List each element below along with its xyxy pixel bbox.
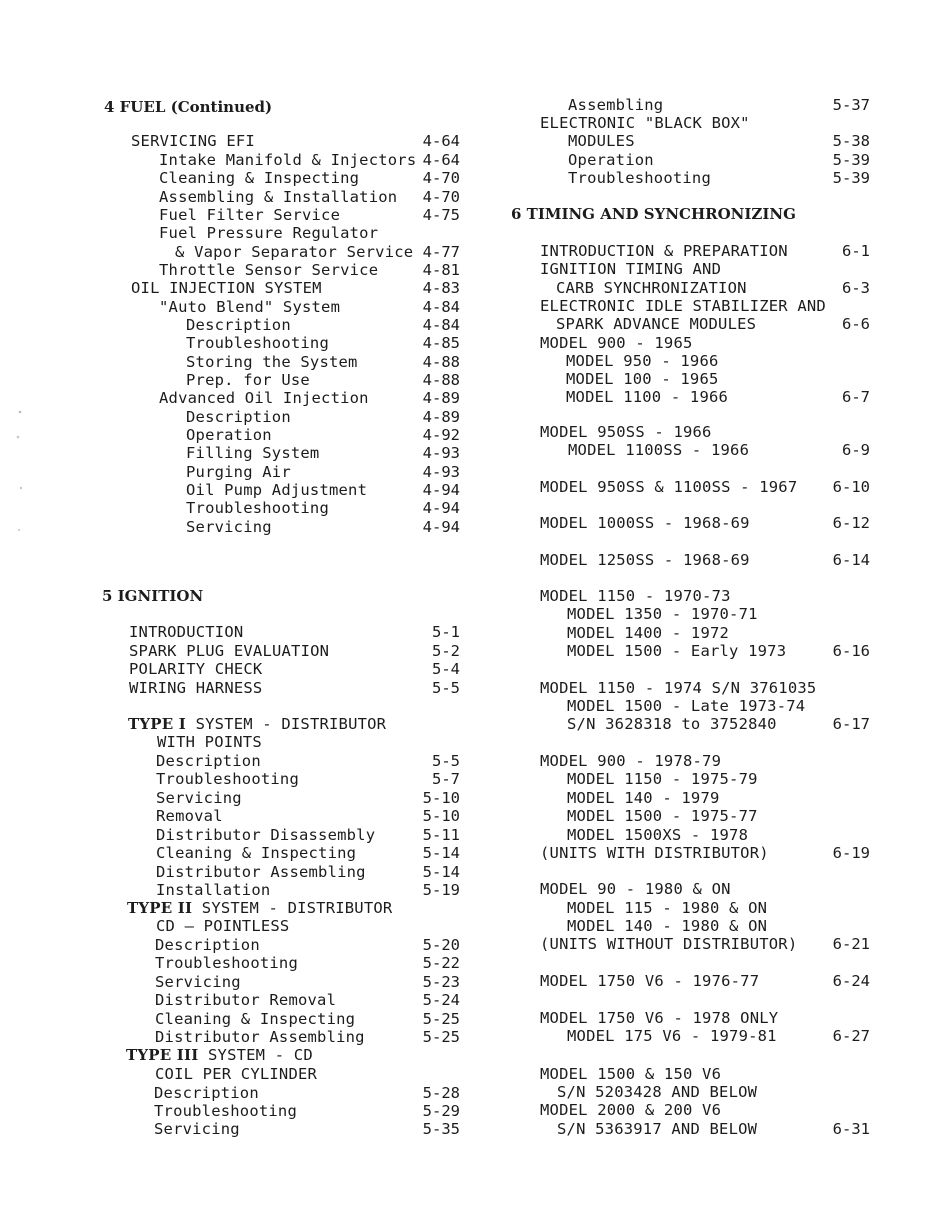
toc-page-number: 6-6 <box>842 315 870 333</box>
toc-entry: Distributor Removal <box>155 991 337 1009</box>
toc-entry: Troubleshooting <box>154 1102 297 1120</box>
section-heading-fuel: 4 FUEL (Continued) <box>104 98 273 116</box>
toc-page-number: 4-89 <box>422 408 460 426</box>
toc-entry: Servicing <box>186 518 272 536</box>
toc-entry: Installation <box>156 881 271 899</box>
toc-page-number: 4-75 <box>422 206 460 224</box>
toc-entry: MODEL 950SS & 1100SS - 1967 <box>540 478 798 496</box>
scan-speck <box>19 411 22 414</box>
toc-system-heading <box>128 715 386 733</box>
toc-entry: ELECTRONIC "BLACK BOX" <box>540 114 750 132</box>
toc-entry: MODEL 950SS - 1966 <box>540 423 712 441</box>
toc-page-number: 5-11 <box>422 826 460 844</box>
toc-entry: Advanced Oil Injection <box>159 389 369 407</box>
toc-entry: WITH POINTS <box>157 733 262 751</box>
section-heading-timing: 6 TIMING AND SYNCHRONIZING <box>511 205 796 223</box>
toc-entry: MODEL 2000 & 200 V6 <box>540 1101 722 1119</box>
toc-entry: INTRODUCTION <box>129 623 244 641</box>
toc-entry: MODEL 950 - 1966 <box>566 352 719 370</box>
toc-entry: Distributor Disassembly <box>156 826 376 844</box>
toc-entry: Storing the System <box>186 353 358 371</box>
toc-page-number: 6-19 <box>832 844 870 862</box>
toc-page-number: 6-10 <box>832 478 870 496</box>
scan-speck <box>20 487 22 489</box>
toc-page-number: 5-29 <box>422 1102 460 1120</box>
toc-entry: Distributor Assembling <box>155 1028 365 1046</box>
scan-speck <box>18 529 20 531</box>
system-type-title: SYSTEM - DISTRIBUTOR <box>186 715 387 733</box>
toc-entry: MODEL 1150 - 1974 S/N 3761035 <box>540 679 817 697</box>
system-type-title: SYSTEM - CD <box>198 1046 313 1064</box>
toc-page-number: 4-94 <box>422 499 460 517</box>
toc-entry: MODEL 140 - 1979 <box>567 789 720 807</box>
toc-entry: MODEL 1500 - Late 1973-74 <box>567 697 806 715</box>
toc-entry: Operation <box>568 151 654 169</box>
toc-page-number: 5-19 <box>422 881 460 899</box>
toc-page-number: 5-25 <box>422 1010 460 1028</box>
toc-page-number: 5-7 <box>432 770 460 788</box>
toc-page-number: 4-77 <box>422 243 460 261</box>
toc-entry: Troubleshooting <box>186 334 329 352</box>
toc-page-number: 5-38 <box>832 132 870 150</box>
system-type-label: TYPE III <box>126 1046 199 1064</box>
toc-entry: WIRING HARNESS <box>129 679 263 697</box>
toc-page-number: 6-27 <box>832 1027 870 1045</box>
toc-entry: Troubleshooting <box>186 499 329 517</box>
toc-page-number: 5-14 <box>422 844 460 862</box>
toc-entry: MODEL 1100 - 1966 <box>566 388 729 406</box>
toc-entry: MODEL 900 - 1978-79 <box>540 752 722 770</box>
toc-page-number: 4-83 <box>422 279 460 297</box>
toc-entry: Distributor Assembling <box>156 863 366 881</box>
toc-entry: MODEL 1500 - 1975-77 <box>567 807 758 825</box>
toc-page-number: 6-17 <box>832 715 870 733</box>
toc-page-number: 6-9 <box>842 441 870 459</box>
toc-page-number: 6-7 <box>842 388 870 406</box>
toc-entry: "Auto Blend" System <box>159 298 341 316</box>
toc-entry: INTRODUCTION & PREPARATION <box>540 242 788 260</box>
toc-entry: MODEL 100 - 1965 <box>566 370 719 388</box>
toc-entry: MODEL 900 - 1965 <box>540 334 693 352</box>
toc-entry: Description <box>186 316 291 334</box>
toc-entry: Description <box>156 752 261 770</box>
toc-page-number: 5-14 <box>422 863 460 881</box>
toc-page-number: 5-1 <box>432 623 460 641</box>
toc-page-number: 5-10 <box>422 807 460 825</box>
toc-page-number: 5-10 <box>422 789 460 807</box>
section-heading-ignition: 5 IGNITION <box>102 587 204 605</box>
toc-page-number: 5-23 <box>422 973 460 991</box>
toc-entry: OIL INJECTION SYSTEM <box>131 279 322 297</box>
toc-entry: Removal <box>156 807 223 825</box>
toc-entry: Description <box>155 936 260 954</box>
toc-entry: MODEL 1150 - 1975-79 <box>567 770 758 788</box>
toc-entry: S/N 5363917 AND BELOW <box>557 1120 758 1138</box>
toc-entry: CD — POINTLESS <box>156 917 290 935</box>
toc-entry: ELECTRONIC IDLE STABILIZER AND <box>540 297 826 315</box>
toc-entry: Prep. for Use <box>186 371 310 389</box>
toc-entry: MODULES <box>568 132 635 150</box>
toc-page-number: 5-28 <box>422 1084 460 1102</box>
toc-system-heading <box>127 899 392 917</box>
toc-page-number: 5-37 <box>832 96 870 114</box>
toc-page-number: 6-1 <box>842 242 870 260</box>
toc-entry: Cleaning & Inspecting <box>159 169 360 187</box>
toc-entry: Servicing <box>155 973 241 991</box>
toc-entry: MODEL 1750 V6 - 1978 ONLY <box>540 1009 779 1027</box>
toc-page-number: 5-24 <box>422 991 460 1009</box>
toc-page-number: 4-64 <box>422 132 460 150</box>
toc-entry: Throttle Sensor Service <box>159 261 379 279</box>
toc-entry: Fuel Filter Service <box>159 206 341 224</box>
toc-page-number: 5-20 <box>422 936 460 954</box>
toc-entry: S/N 5203428 AND BELOW <box>557 1083 758 1101</box>
toc-entry: & Vapor Separator Service <box>175 243 414 261</box>
toc-page-number: 6-16 <box>832 642 870 660</box>
toc-page-number: 4-94 <box>422 481 460 499</box>
toc-page-number: 4-88 <box>422 353 460 371</box>
toc-entry: MODEL 1000SS - 1968-69 <box>540 514 750 532</box>
toc-page-number: 4-89 <box>422 389 460 407</box>
toc-entry: Intake Manifold & Injectors <box>159 151 417 169</box>
toc-entry: MODEL 1400 - 1972 <box>567 624 730 642</box>
toc-page-number: 4-92 <box>422 426 460 444</box>
toc-entry: Assembling <box>568 96 664 114</box>
toc-page-number: 4-94 <box>422 518 460 536</box>
toc-entry: Assembling & Installation <box>159 188 398 206</box>
toc-entry: MODEL 1500XS - 1978 <box>567 826 749 844</box>
toc-entry: Troubleshooting <box>568 169 711 187</box>
toc-entry: SPARK ADVANCE MODULES <box>556 315 757 333</box>
toc-page-number: 6-12 <box>832 514 870 532</box>
toc-page-number: 4-84 <box>422 316 460 334</box>
toc-page-number: 5-2 <box>432 642 460 660</box>
toc-entry: Filling System <box>186 444 320 462</box>
toc-entry: S/N 3628318 to 3752840 <box>567 715 777 733</box>
toc-page-number: 4-70 <box>422 169 460 187</box>
toc-page-number: 4-70 <box>422 188 460 206</box>
toc-entry: MODEL 1350 - 1970-71 <box>567 605 758 623</box>
system-type-title: SYSTEM - DISTRIBUTOR <box>192 899 393 917</box>
toc-entry: MODEL 140 - 1980 & ON <box>567 917 768 935</box>
toc-page-number: 4-84 <box>422 298 460 316</box>
toc-entry: Servicing <box>156 789 242 807</box>
toc-entry: MODEL 115 - 1980 & ON <box>567 899 768 917</box>
toc-page-number: 5-25 <box>422 1028 460 1046</box>
toc-page-number: 4-88 <box>422 371 460 389</box>
toc-page-number: 6-31 <box>832 1120 870 1138</box>
toc-page-number: 6-24 <box>832 972 870 990</box>
toc-entry: MODEL 1750 V6 - 1976-77 <box>540 972 760 990</box>
toc-entry: SERVICING EFI <box>131 132 255 150</box>
toc-entry: Purging Air <box>186 463 291 481</box>
system-type-label: TYPE I <box>128 715 187 733</box>
toc-page-number: 5-22 <box>422 954 460 972</box>
toc-entry: IGNITION TIMING AND <box>540 260 722 278</box>
toc-page-number: 5-5 <box>432 752 460 770</box>
toc-page-number: 4-85 <box>422 334 460 352</box>
toc-page-number: 5-4 <box>432 660 460 678</box>
toc-entry: Description <box>154 1084 259 1102</box>
toc-page-number: 4-93 <box>422 444 460 462</box>
toc-entry: MODEL 1500 & 150 V6 <box>540 1065 722 1083</box>
system-type-label: TYPE II <box>127 899 193 917</box>
toc-entry: COIL PER CYLINDER <box>155 1065 318 1083</box>
toc-entry: Fuel Pressure Regulator <box>159 224 379 242</box>
toc-page-number: 5-39 <box>832 169 870 187</box>
toc-entry: (UNITS WITH DISTRIBUTOR) <box>540 844 769 862</box>
toc-system-heading <box>126 1046 313 1064</box>
toc-entry: (UNITS WITHOUT DISTRIBUTOR) <box>540 935 798 953</box>
toc-page-number: 6-14 <box>832 551 870 569</box>
toc-page-number: 4-93 <box>422 463 460 481</box>
toc-page-number: 5-39 <box>832 151 870 169</box>
toc-entry: SPARK PLUG EVALUATION <box>129 642 330 660</box>
toc-entry: Description <box>186 408 291 426</box>
toc-entry: Cleaning & Inspecting <box>156 844 357 862</box>
toc-entry: Troubleshooting <box>155 954 298 972</box>
toc-entry: Oil Pump Adjustment <box>186 481 368 499</box>
toc-page-number: 6-3 <box>842 279 870 297</box>
toc-entry: MODEL 1500 - Early 1973 <box>567 642 787 660</box>
toc-page-number: 5-35 <box>422 1120 460 1138</box>
toc-page-number: 5-5 <box>432 679 460 697</box>
toc-entry: Servicing <box>154 1120 240 1138</box>
toc-page-number: 4-81 <box>422 261 460 279</box>
toc-entry: MODEL 90 - 1980 & ON <box>540 880 731 898</box>
toc-entry: POLARITY CHECK <box>129 660 263 678</box>
toc-entry: MODEL 1150 - 1970-73 <box>540 587 731 605</box>
toc-page-number: 4-64 <box>422 151 460 169</box>
toc-entry: Cleaning & Inspecting <box>155 1010 356 1028</box>
toc-entry: CARB SYNCHRONIZATION <box>556 279 747 297</box>
toc-entry: MODEL 1250SS - 1968-69 <box>540 551 750 569</box>
toc-entry: Troubleshooting <box>156 770 299 788</box>
toc-entry: MODEL 1100SS - 1966 <box>568 441 750 459</box>
toc-entry: Operation <box>186 426 272 444</box>
scan-speck <box>17 436 20 439</box>
toc-entry: MODEL 175 V6 - 1979-81 <box>567 1027 777 1045</box>
toc-page-number: 6-21 <box>832 935 870 953</box>
